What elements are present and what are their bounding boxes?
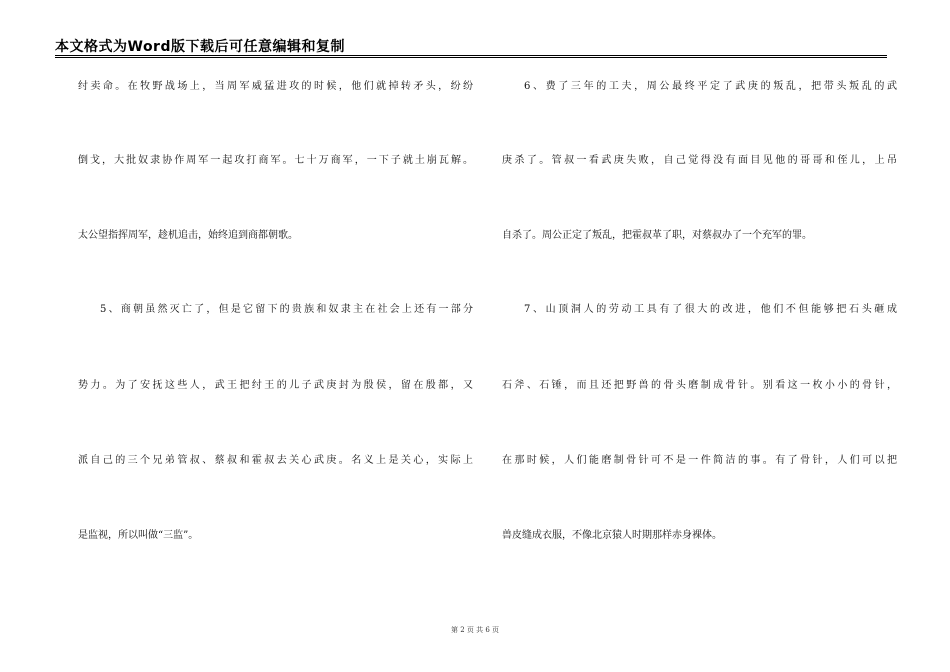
text-line: 派自己的三个兄弟管叔、蔡叔和霍叔去关心武庚。名义上是关心，实际上 [78,455,473,466]
text-line: 太公望指挥周军，趁机追击，始终追到商都朝歌。 [78,230,298,241]
text-line: 6、费了三年的工夫，周公最终平定了武庚的叛乱，把带头叛乱的武 [524,81,897,92]
text-line: 自杀了。周公正定了叛乱，把霍叔革了职，对蔡叔办了一个充军的罪。 [502,230,812,241]
text-line: 石斧、石锤，而且还把野兽的骨头磨制成骨针。别看这一枚小小的骨针， [502,380,897,391]
text-line: 5、商朝虽然灭亡了，但是它留下的贵族和奴隶主在社会上还有一部分 [100,304,473,315]
text-line: 庚杀了。管叔一看武庚失败，自己觉得没有面目见他的哥哥和侄儿，上吊 [502,155,897,166]
page-number: 第 2 页 共 6 页 [450,626,500,634]
text-line: 在那时候，人们能磨制骨针可不是一件简洁的事。有了骨针，人们可以把 [502,455,897,466]
text-line: 兽皮缝成衣服，不像北京猿人时期那样赤身裸体。 [502,530,722,541]
header-rule-bottom [55,57,887,58]
text-line: 是监视，所以叫做“三监”。 [78,530,199,541]
text-line: 纣卖命。在牧野战场上，当周军威猛进攻的时候，他们就掉转矛头，纷纷 [78,81,473,92]
text-line: 势力。为了安抚这些人，武王把纣王的儿子武庚封为殷侯，留在殷都，又 [78,380,473,391]
header-rule-top [55,55,887,56]
text-line: 7、山顶洞人的劳动工具有了很大的改进，他们不但能够把石头砸成 [524,304,897,315]
document-header-title: 本文格式为Word版下载后可任意编辑和复制 [55,39,345,55]
text-line: 倒戈，大批奴隶协作周军一起攻打商军。七十万商军，一下子就土崩瓦解。 [78,155,473,166]
